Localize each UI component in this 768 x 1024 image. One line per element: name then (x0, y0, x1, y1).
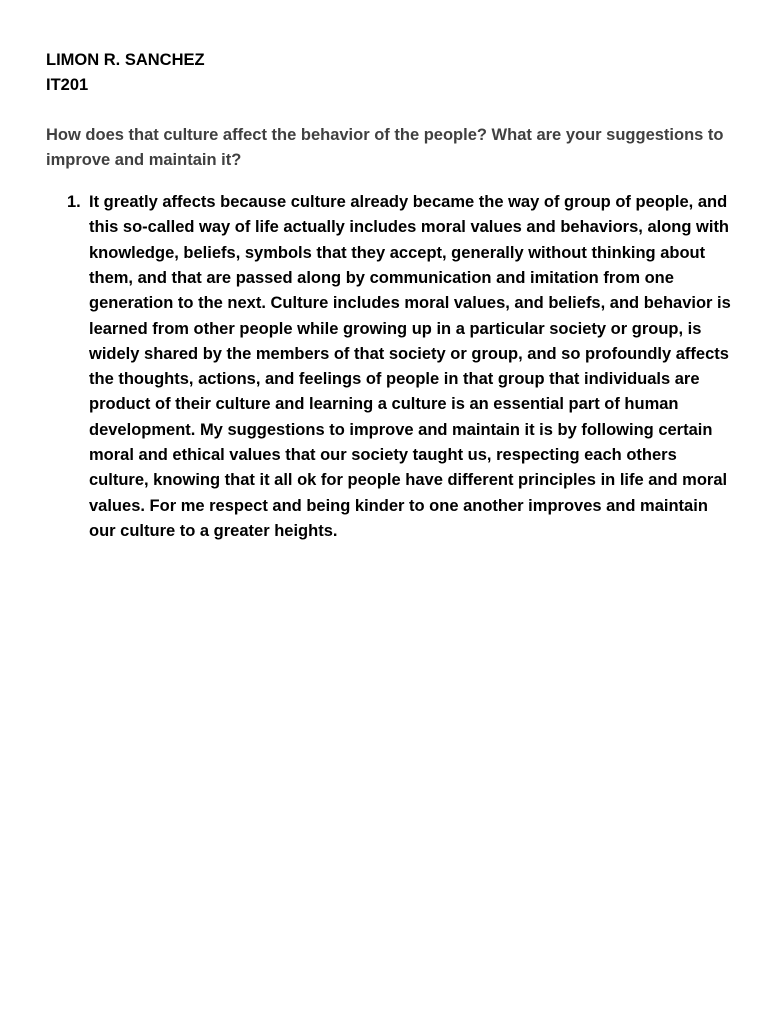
answer-number: 1. (67, 193, 81, 212)
answer-text: It greatly affects because culture already became the way of group of people, and this so-called way of life actually includes moral values and behaviors, along with knowledge, beliefs, symbols that they accept, generally without thinking about them, and that are passed along by communication and imitation from one generation to the next. Culture includes moral values, and beliefs, and behavior is learned from other people while growing up in a particular society or group, is widely shared by the members of that society or group, and so profoundly affects the thoughts, actions, and feelings of people in that group that individuals are product of their culture and learning a culture is an essential part of human development. My suggestions to improve and maintain it is by following certain moral and ethical values that our society taught us, respecting each others culture, knowing that it all ok for people have different principles in life and moral values. For me respect and being kinder to one another improves and maintain our culture to a greater heights. (89, 193, 731, 540)
question-text: How does that culture affect the behavior of the people? What are your suggestions to improve and maintain it? (46, 126, 724, 170)
answer-item (46, 190, 736, 544)
course-code: IT201 (46, 76, 89, 94)
document-body (46, 48, 736, 544)
answer-list (46, 190, 736, 544)
author-name: LIMON R. SANCHEZ (46, 51, 205, 69)
